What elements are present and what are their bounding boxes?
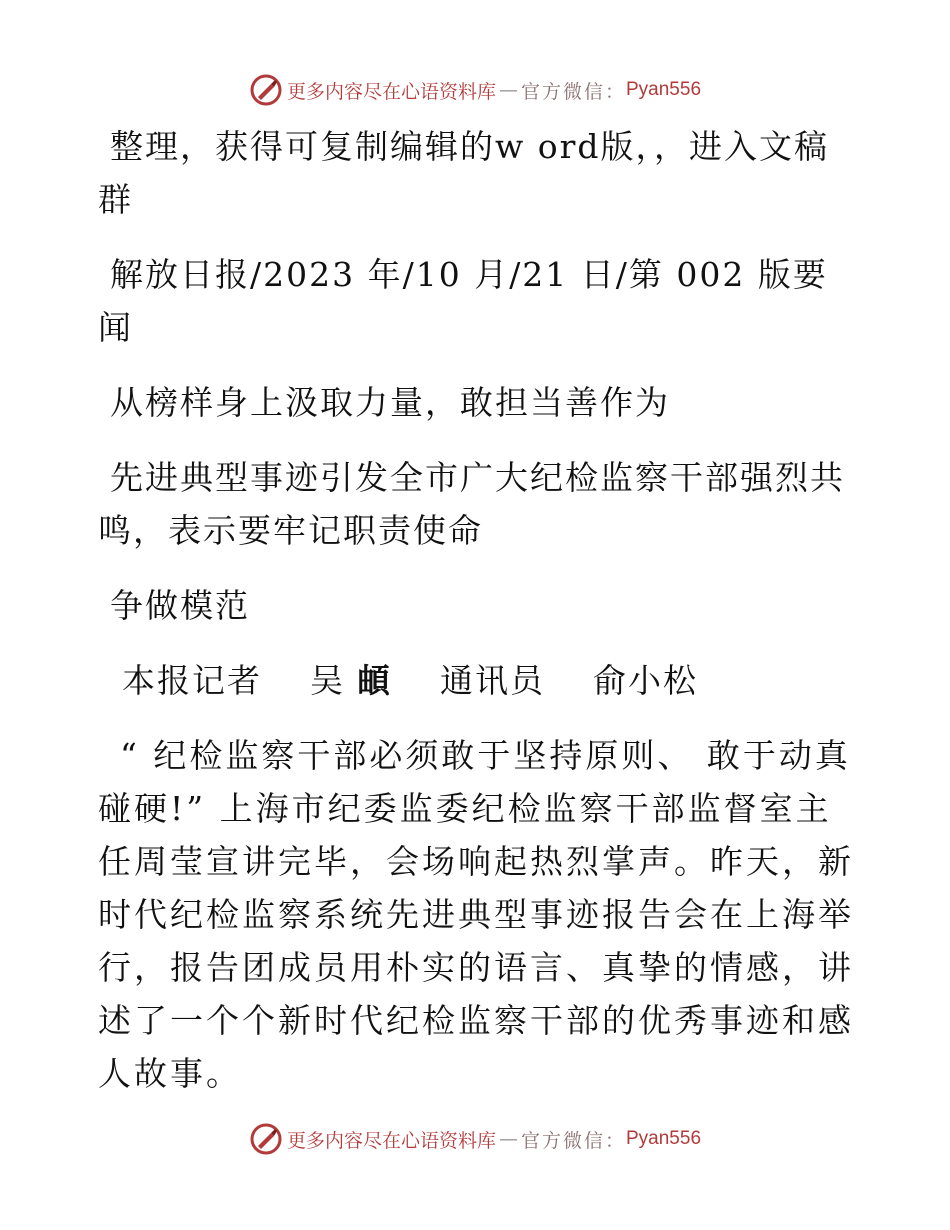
banner-dash: — <box>498 79 518 101</box>
byline-correspondent-label: 通讯员 <box>440 661 545 700</box>
byline-correspondent: 俞小松 <box>593 661 698 700</box>
byline-reporter-bold: 頔 <box>357 661 392 700</box>
banner-text: 更多内容尽在心语资料库 <box>286 80 496 103</box>
intro-line: 整理，获得可复制编辑的w ord版，，进入文稿群 <box>98 127 830 219</box>
pen-logo-icon <box>249 73 283 107</box>
header-banner <box>0 70 950 110</box>
banner-wechat-id: Pyan556 <box>626 79 702 100</box>
byline-reporter-given: 吴 <box>310 661 345 700</box>
byline-label: 本报记者 <box>122 661 262 700</box>
banner-text: 更多内容尽在心语资料库 <box>286 1129 496 1152</box>
pen-logo-icon <box>249 1122 283 1156</box>
banner-wechat-label: 官方微信： <box>520 1129 626 1152</box>
byline <box>98 654 854 707</box>
source-line: 解放日报/2023 年/10 月/21 日/第 002 版要闻 <box>98 255 828 347</box>
document-body <box>98 120 854 1100</box>
headline-subtitle: 先进典型事迹引发全市广大纪检监察干部强烈共鸣，表示要牢记职责使命 <box>98 458 845 550</box>
headline-kicker: 从榜样身上汲取力量，敢担当善作为 <box>110 383 670 422</box>
headline-title: 争做模范 <box>110 586 250 625</box>
banner-dash: — <box>498 1128 518 1150</box>
banner-wechat-label: 官方微信： <box>520 80 626 103</box>
footer-banner <box>0 1119 950 1159</box>
banner-wechat-id: Pyan556 <box>626 1128 702 1149</box>
body-paragraph: “ 纪检监察干部必须敢于坚持原则、 敢于动真碰硬!” 上海市纪委监委纪检监察干部监督室主任周莹宣讲完毕，会场响起热烈掌声。昨天，新时代纪检监察系统先进典型事迹报告会在上海举行，报告团成员用朴实的语言、真挚的情感，讲述了一个个新时代纪检监察干部的优秀事迹和感人故事。 <box>98 736 854 1093</box>
